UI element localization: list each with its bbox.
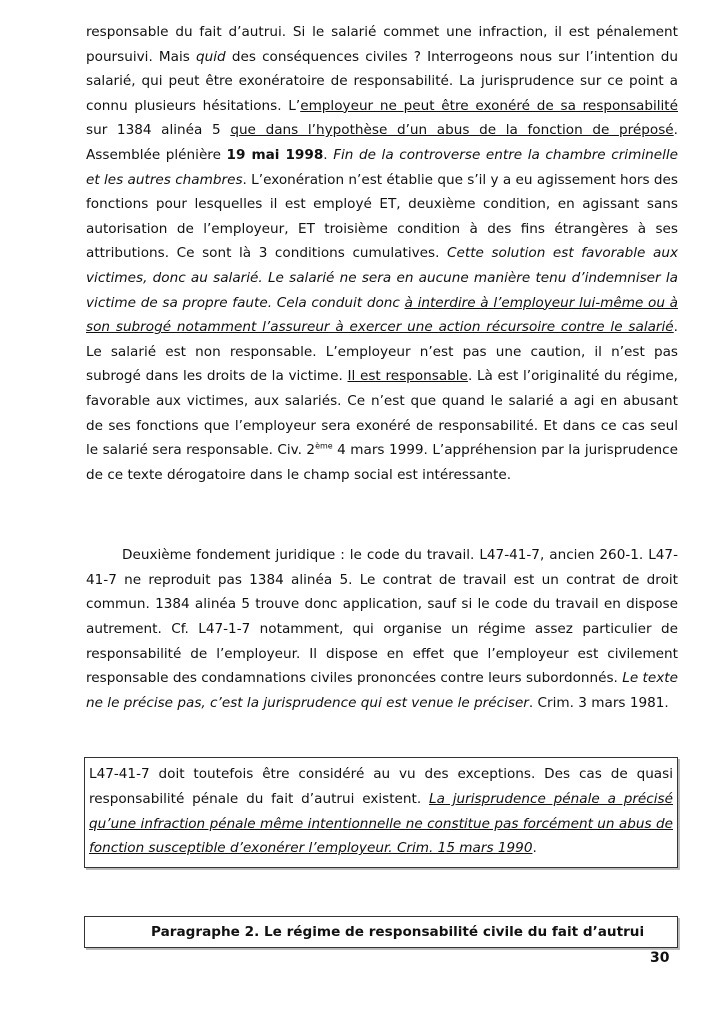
text-run: . L’exonération n’est établie que s’il y a eu agissement hors des fonctions pour lesquelles il est employé ET, deuxième condition, en agissant sans autorisation de l’employeur, ET troisième condition à des fins étrangères à ses attributions. Ce sont là 3 conditions cumulatives.	[86, 171, 679, 262]
page-number: 30	[650, 950, 670, 966]
text-run: L47-41-7 doit toutefois être considéré au vu des exceptions. Des cas de quasi responsabilité pénale du fait d’autrui existent.	[89, 766, 673, 808]
paragraph-1	[86, 20, 678, 487]
text-run: . Là est l’originalité du régime, favorable aux victimes, aux salariés. Ce n’est que quand le salarié a agi en abusant de ses fonctions que l’employeur sera exonéré de responsabilité. Et dans ce cas seul le salarié sera responsable. Civ. 2	[86, 368, 679, 459]
underlined-run: que dans l’hypothèse d’un abus de la fonction de préposé	[230, 122, 674, 139]
italic-run: Le texte ne le précise pas, c’est la jurisprudence qui est venue le préciser	[86, 670, 678, 711]
italic-run: quid	[196, 48, 226, 65]
italic-underlined-run: à interdire à l’employeur lui-même ou à son subrogé notamment l’assureur à exercer une action récursoire contre le salarié	[86, 294, 678, 336]
underlined-run: Il est responsable	[347, 368, 468, 385]
boxed-note	[84, 757, 678, 867]
superscript: ème	[315, 441, 333, 451]
text-run: . Crim. 3 mars 1981.	[528, 694, 669, 711]
text-run: sur 1384 alinéa 5	[86, 122, 231, 139]
text-run: . Assemblée plénière	[86, 122, 678, 163]
text-run: responsable du fait d’autrui. Si le salarié commet une infraction, il est pénalement poursuivi. Mais	[86, 24, 678, 65]
underlined-run: employeur ne peut être exonéré de sa responsabilité	[300, 97, 678, 114]
text-run: des conséquences civiles ? Interrogeons nous sur l’intention du salarié, qui peut être exonératoire de responsabilité. La jurisprudence sur ce point a connu plusieurs hésitations. L’	[86, 48, 679, 114]
section-heading	[84, 916, 678, 949]
text-run: . Le salarié est non responsable. L’employeur n’est pas une caution, il n’est pas subrogé dans les droits de la victime.	[86, 319, 678, 385]
text-run: .	[323, 146, 334, 163]
text-run: .	[532, 840, 537, 857]
document-page	[86, 20, 678, 948]
italic-underlined-run: La jurisprudence pénale a précisé qu’une infraction pénale même intentionnelle ne constitue pas forcément un abus de fonction susceptible d’exonérer l’employeur. Crim. 15 mars 1990	[89, 791, 673, 857]
section-heading-text: Paragraphe 2. Le régime de responsabilité civile du fait d’autrui	[151, 923, 645, 940]
text-run: Deuxième fondement juridique : le code du travail. L47-41-7, ancien 260-1. L47-41-7 ne reproduit pas 1384 alinéa 5. Le contrat de travail est un contrat de droit commun. 1384 alinéa 5 trouve donc application, sauf si le code du travail en dispose autrement. Cf. L47-1-7 notamment, qui organise un régime assez particulier de responsabilité de l’employeur. Il dispose en effet que l’employeur est civilement responsable des condamnations civiles prononcées contre leurs subordonnés.	[86, 547, 678, 687]
paragraph-2	[86, 543, 678, 715]
italic-run: Fin de la controverse entre la chambre criminelle et les autres chambres	[86, 146, 678, 188]
bold-run: 19 mai 1998	[226, 146, 324, 163]
text-run: 4 mars 1999. L’appréhension par la jurisprudence de ce texte dérogatoire dans le champ social est intéressante.	[86, 442, 678, 483]
italic-run: Cette solution est favorable aux victimes, donc au salarié. Le salarié ne sera en aucune manière tenu d’indemniser la victime de sa propre faute. Cela conduit donc	[86, 245, 678, 311]
